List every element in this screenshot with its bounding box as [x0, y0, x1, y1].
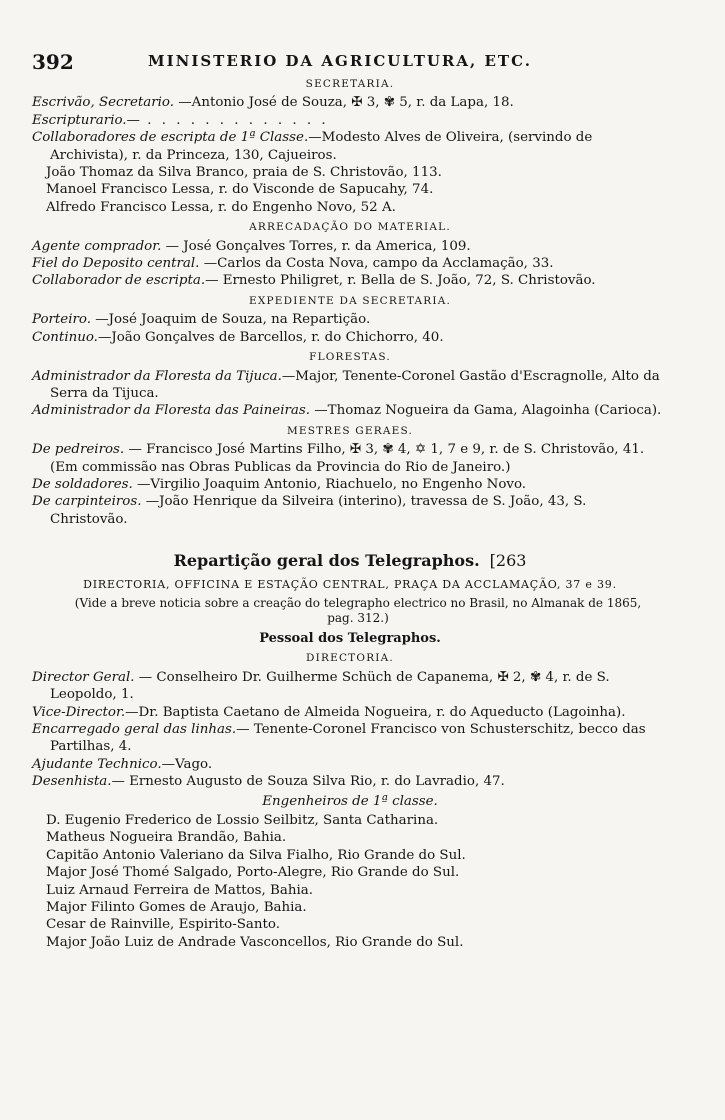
engineer-line: Cesar de Rainville, Espirito-Santo.: [46, 917, 280, 933]
telegraphs-location: DIRECTORIA, OFFICINA E ESTAÇÃO CENTRAL, PRAÇA DA ACCLAMAÇÃO, 37 e 39.: [83, 577, 617, 591]
personnel-heading: Pessoal dos Telegraphos.: [259, 630, 441, 646]
name-line: Alfredo Francisco Lessa, r. do Engenho Novo, 52 A.: [46, 199, 396, 215]
entry-escripturario: Escripturario.— . . . . . . . . . . . . .: [32, 112, 329, 128]
engineer-line: Luiz Arnaud Ferreira de Mattos, Bahia.: [46, 882, 314, 898]
page-content: [32, 76, 668, 951]
engineer-line: D. Eugenio Frederico de Lossio Seilbitz, Santa Catharina.: [46, 813, 439, 829]
section-heading-mestres: MESTRES GERAES.: [286, 424, 414, 437]
engineer-line: Major José Thomé Salgado, Porto-Alegre, Rio Grande do Sul.: [46, 865, 460, 881]
engineer-line: Capitão Antonio Valeriano da Silva Fialho, Rio Grande do Sul.: [46, 847, 466, 863]
section-heading-directoria: DIRECTORIA.: [306, 652, 394, 665]
engineer-line: Major Filinto Gomes de Araujo, Bahia.: [46, 900, 307, 916]
name-line: Manoel Francisco Lessa, r. do Visconde de Sapucahy, 74.: [46, 182, 434, 198]
entry-collaborador-escripta: Collaborador de escripta.— Ernesto Philigret, r. Bella de S. João, 72, S. Christovão.: [32, 273, 596, 289]
engineer-line: Matheus Nogueira Brandão, Bahia.: [46, 830, 287, 846]
entry-encarregado-linhas: Encarregado geral das linhas.— Tenente-Coronel Francisco von Schusterschitz, becco das Partilhas, 4.: [32, 722, 646, 755]
entry-collaboradores: Collaboradores de escripta de 1ª Classe.—Modesto Alves de Oliveira, (servindo de Archivista), r. da Princeza, 130, Cajueiros.: [32, 130, 593, 163]
engineer-line: Major João Luiz de Andrade Vasconcellos, Rio Grande do Sul.: [46, 934, 464, 950]
section-number: [263: [489, 551, 527, 571]
telegraphs-note: (Vide a breve noticia sobre a creação do telegrapho electrico no Brasil, no Almanak de 1865, pag. 312.): [74, 595, 642, 625]
section-heading-arrecadacao: ARRECADAÇÃO DO MATERIAL.: [249, 221, 451, 234]
running-head: MINISTERIO DA AGRICULTURA, ETC.: [148, 52, 532, 70]
entry-vice-director: Vice-Director.—Dr. Baptista Caetano de Almeida Nogueira, r. do Aqueducto (Lagoinha).: [32, 704, 626, 720]
entry-director-geral: Director Geral. — Conselheiro Dr. Guilherme Schüch de Capanema, ✠ 2, ✾ 4, r. de S. Leopoldo, 1.: [32, 669, 610, 703]
section-title-telegraphos: Repartição geral dos Telegraphos. [263: [173, 551, 527, 571]
entry-porteiro: Porteiro. —José Joaquim de Souza, na Repartição.: [32, 312, 371, 328]
section-heading-florestas: FLORESTAS.: [309, 351, 391, 364]
entry-soldadores: De soldadores. —Virgilio Joaquim Antonio, Riachuelo, no Engenho Novo.: [32, 476, 527, 492]
entry-floresta-tijuca: Administrador da Floresta da Tijuca.—Major, Tenente-Coronel Gastão d'Escragnolle, Alto da Serra da Tijuca.: [32, 368, 660, 401]
entry-carpinteiros: De carpinteiros. —João Henrique da Silveira (interino), travessa de S. João, 43, S. Christovão.: [32, 494, 587, 527]
page-number: 392: [32, 50, 74, 74]
entry-desenhista: Desenhista.— Ernesto Augusto de Souza Silva Rio, r. do Lavradio, 47.: [32, 774, 505, 790]
section-heading-secretaria: SECRETARIA.: [305, 78, 395, 90]
section-heading-expediente: EXPEDIENTE DA SECRETARIA.: [248, 294, 452, 307]
entry-ajudante-technico: Ajudante Technico.—Vago.: [32, 756, 213, 772]
entry-continuo: Continuo.—João Gonçalves de Barcellos, r. do Chichorro, 40.: [32, 329, 444, 345]
name-line: João Thomaz da Silva Branco, praia de S. Christovão, 113.: [46, 165, 442, 181]
entry-fiel-deposito: Fiel do Deposito central. —Carlos da Costa Nova, campo da Acclamação, 33.: [32, 256, 554, 272]
entry-escrivao: Escrivão, Secretario. —Antonio José de Souza, ✠ 3, ✾ 5, r. da Lapa, 18.: [32, 95, 514, 111]
entry-agente-comprador: Agente comprador. — José Gonçalves Torres, r. da America, 109.: [32, 238, 471, 254]
entry-floresta-paineiras: Administrador da Floresta das Paineiras. —Thomaz Nogueira da Gama, Alagoinha (Carioca).: [32, 403, 662, 419]
entry-pedreiros: De pedreiros. — Francisco José Martins Filho, ✠ 3, ✾ 4, ✡ 1, 7 e 9, r. de S. Christovão, 41. (Em commissão nas Obras Publicas da Provincia do Rio de Janeiro.): [32, 442, 645, 475]
engineers-heading: Engenheiros de 1ª classe.: [262, 793, 438, 809]
